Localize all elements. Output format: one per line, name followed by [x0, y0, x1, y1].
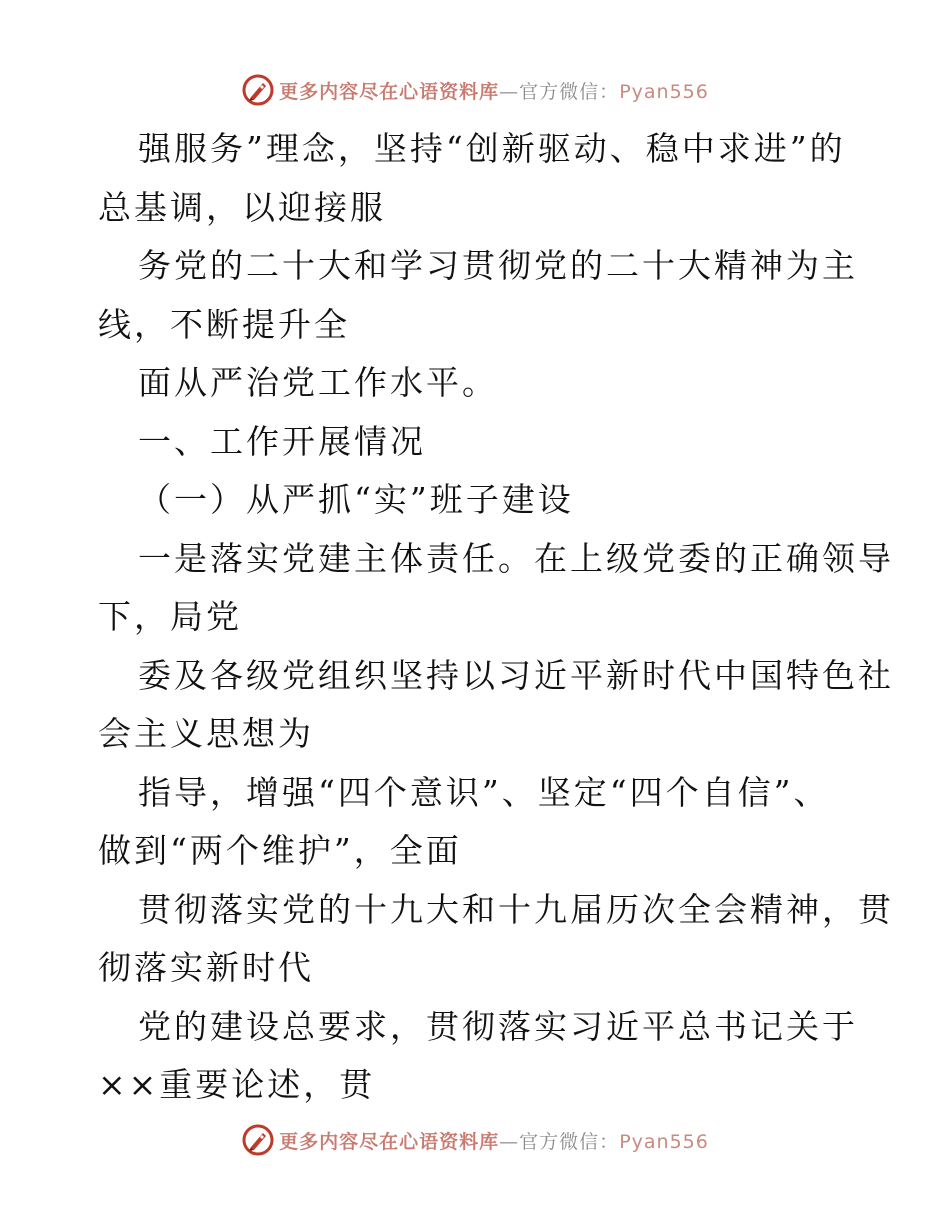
text-line: 务党的二十大和学习贯彻党的二十大精神为主: [138, 246, 858, 285]
text-line: 委及各级党组织坚持以习近平新时代中国特色社: [138, 655, 894, 695]
text-line: 贯彻落实党的十九大和十九届历次全会精神，贯: [138, 889, 894, 929]
pen-nib-logo-icon: [241, 1123, 275, 1157]
text-line: 做到“两个维护”，全面: [98, 831, 462, 870]
header-watermark: [0, 70, 950, 110]
subsection-heading: （一）从严抓“实”班子建设: [138, 480, 574, 519]
watermark-wechat-id: Pyan556: [619, 1130, 709, 1153]
watermark-wechat-label: 官方微信：: [519, 80, 620, 103]
watermark-text: [279, 77, 709, 104]
text-line: 总基调，以迎接服: [98, 187, 386, 227]
watermark-wechat-label: 官方微信：: [519, 1130, 620, 1153]
text-line: 强服务”理念，坚持“创新驱动、稳中求进”的: [138, 129, 846, 168]
watermark-brand: 更多内容尽在心语资料库: [279, 80, 500, 103]
watermark-separator: —: [499, 1130, 520, 1153]
text-line: 党的建设总要求，贯彻落实习近平总书记关于: [138, 1006, 858, 1046]
section-heading: 一、工作开展情况: [138, 421, 426, 461]
watermark-separator: —: [499, 80, 520, 103]
watermark-brand: 更多内容尽在心语资料库: [279, 1130, 500, 1153]
text-line: 线，不断提升全: [98, 304, 350, 344]
watermark-text: [279, 1127, 709, 1154]
text-line: 面从严治党工作水平。: [138, 363, 498, 402]
text-line: 彻落实新时代: [98, 948, 314, 987]
pen-nib-logo-icon: [241, 73, 275, 107]
text-line: 下，局党: [98, 597, 242, 636]
watermark-wechat-id: Pyan556: [619, 80, 709, 103]
text-line: 一是落实党建主体责任。在上级党委的正确领导: [138, 538, 894, 578]
text-line: 指导，增强“四个意识”、坚定“四个自信”、: [138, 772, 830, 812]
text-line: 会主义思想为: [98, 714, 314, 753]
text-line: ××重要论述，贯: [98, 1065, 376, 1104]
footer-watermark: [0, 1120, 950, 1160]
document-body: [98, 120, 894, 1115]
